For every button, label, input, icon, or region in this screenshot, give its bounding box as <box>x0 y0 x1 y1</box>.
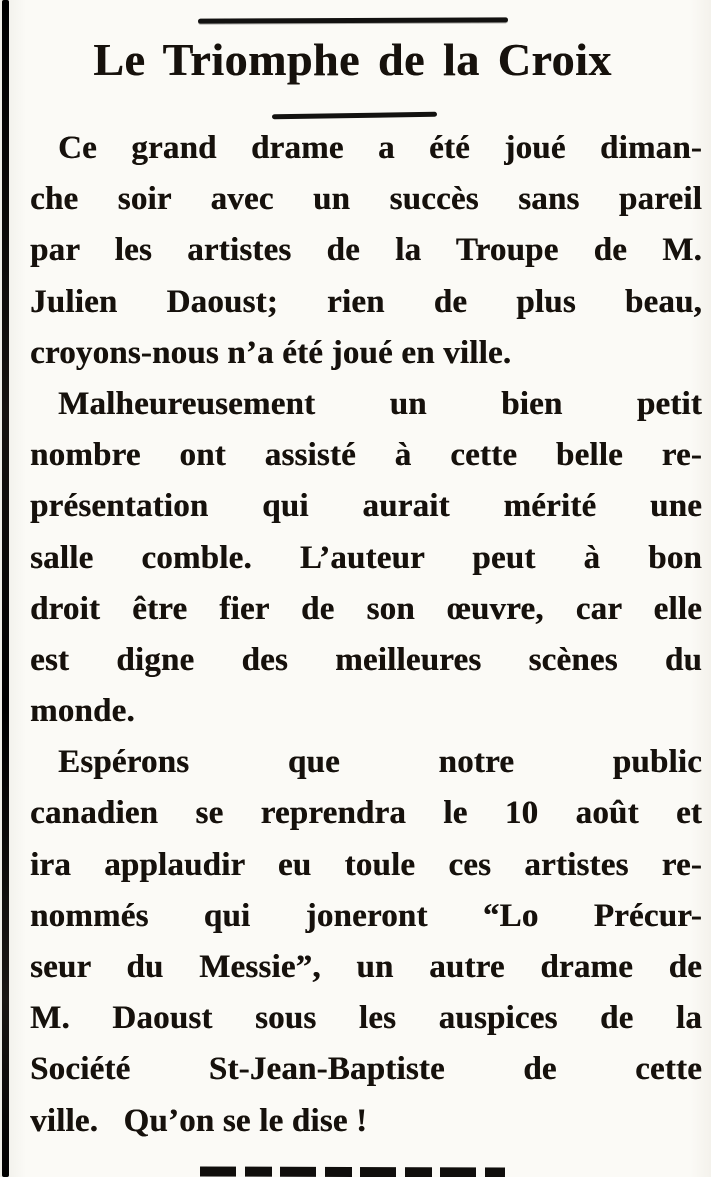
article-line: droit être fier de son œuvre, car elle <box>30 590 702 627</box>
article-line: présentation qui aurait mérité une <box>30 488 702 525</box>
article-line: nommés qui joneront “Lo Précur- <box>30 897 702 934</box>
article-line: ville. Qu’on se le dise ! <box>30 1102 368 1139</box>
article-line: Ce grand drame a été joué diman- <box>58 130 702 166</box>
article-line: nombre ont assisté à cette belle re- <box>30 437 702 474</box>
article-line: est digne des meilleures scènes du <box>30 641 702 678</box>
article-line: par les artistes de la Troupe de M. <box>30 232 702 269</box>
article-line: M. Daoust sous les auspices de la <box>30 1000 702 1037</box>
cut-off-next-headline-fragment <box>200 1166 505 1177</box>
headline-separator-rule <box>272 112 437 120</box>
top-separator-rule <box>198 17 508 23</box>
article-line: canadien se reprendra le 10 août et <box>30 795 702 832</box>
article-line: seur du Messie”, un autre drame de <box>30 949 702 985</box>
article-line: Espérons que notre public <box>58 744 702 781</box>
article-line: che soir avec un succès sans pareil <box>30 181 702 218</box>
article-line: Julien Daoust; rien de plus beau, <box>30 283 702 320</box>
article-line: Société St-Jean-Baptiste de cette <box>30 1051 702 1088</box>
article-line: salle comble. L’auteur peut à bon <box>30 539 702 576</box>
left-column-divider-rule <box>2 0 9 1177</box>
article-line: monde. <box>30 693 135 730</box>
article-headline: Le Triomphe de la Croix <box>93 34 612 85</box>
article-line: ira applaudir eu toule ces artistes re- <box>30 846 702 883</box>
article-body-text <box>30 123 702 1147</box>
article-line: croyons-nous n’a été joué en ville. <box>30 334 512 371</box>
article-line: Malheureusement un bien petit <box>58 385 702 422</box>
